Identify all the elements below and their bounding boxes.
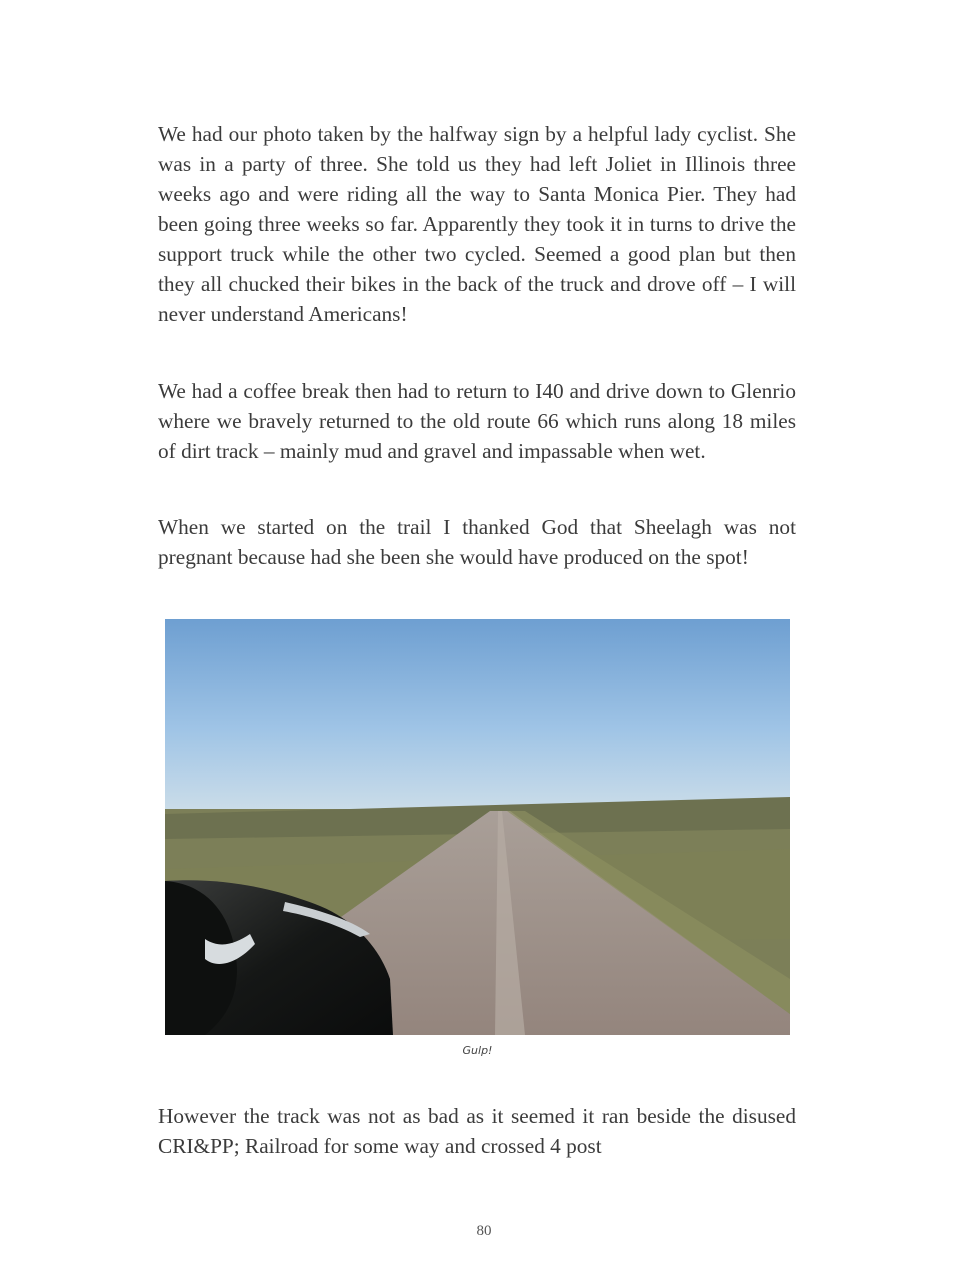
dirt-road-photo bbox=[165, 619, 790, 1035]
paragraph-coffee-break: We had a coffee break then had to return to I40 and drive down to Glenrio where we bravely returned to the old route 66 which runs along 18 miles of dirt track – mainly mud and gravel and impassable when wet. bbox=[158, 379, 796, 463]
paragraph-track: However the track was not as bad as it seemed it ran beside the disused CRI&PP; Railroad for some way and crossed 4 post bbox=[158, 1104, 796, 1158]
paragraph-trail-start: When we started on the trail I thanked God that Sheelagh was not pregnant because had she been she would have produced on the spot! bbox=[158, 515, 796, 569]
figure-caption: Gulp! bbox=[462, 1044, 493, 1057]
paragraph-cyclist: We had our photo taken by the halfway sign by a helpful lady cyclist. She was in a party of three. She told us they had left Joliet in Illinois three weeks ago and were riding all the way to Santa Monica Pier. They had been going three weeks so far. Apparently they took it in turns to drive the support truck while the other two cycled. Seemed a good plan but then they all chucked their bikes in the back of the truck and drove off – I will never understand Americans! bbox=[158, 122, 796, 326]
page-number: 80 bbox=[476, 1223, 492, 1239]
